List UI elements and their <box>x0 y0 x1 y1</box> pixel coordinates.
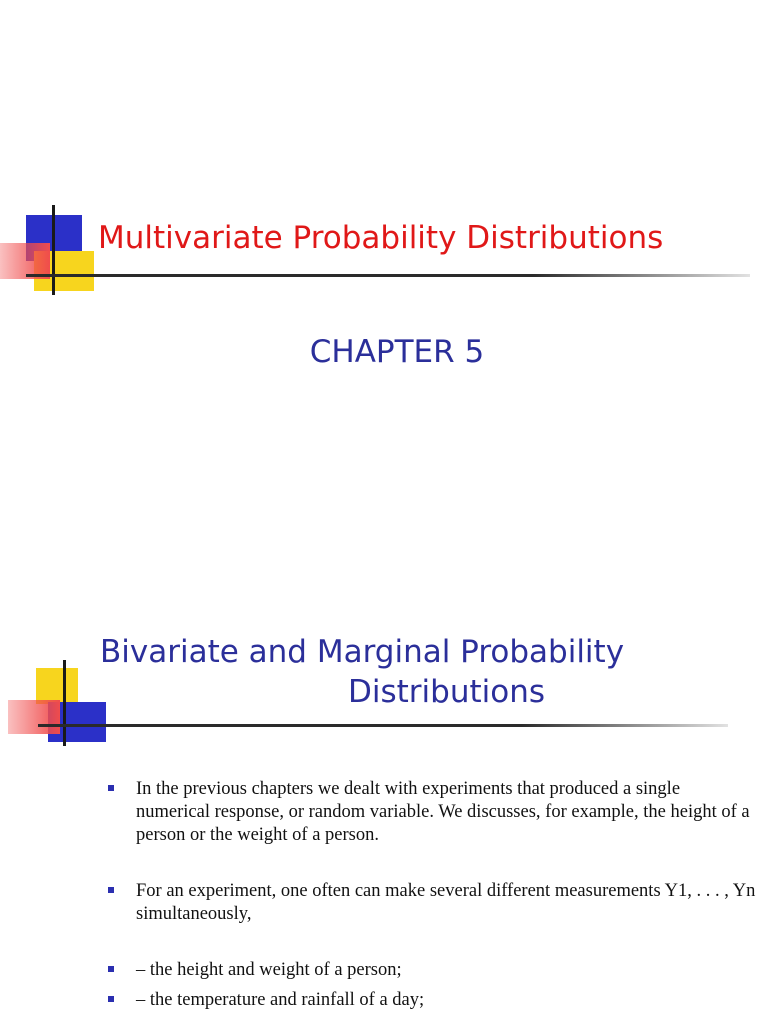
chapter-label: CHAPTER 5 <box>309 334 485 370</box>
list-item: – the height and weight of a person; <box>106 959 756 982</box>
slide-title: Multivariate Probability Distributions <box>98 220 664 256</box>
list-item: In the previous chapters we dealt with experiments that produced a single numerical response, or random variable. We discusses, for example, the height of a person or the weight of a person. <box>106 778 756 847</box>
logo-blocks-icon <box>8 660 108 746</box>
bullet-square-icon <box>108 966 114 972</box>
bullet-square-icon <box>108 887 114 893</box>
title-rule <box>26 274 750 277</box>
bullet-list <box>106 778 756 1019</box>
bullet-square-icon <box>108 785 114 791</box>
slide-title <box>100 632 720 712</box>
title-rule <box>38 724 728 727</box>
slide-2 <box>0 512 768 1024</box>
bullet-square-icon <box>108 996 114 1002</box>
list-item: – the temperature and rainfall of a day; <box>106 989 756 1012</box>
slide-title-line-1: Bivariate and Marginal Probability <box>100 634 625 670</box>
list-item: For an experiment, one often can make several different measurements Y1, . . . , Yn simultaneously, <box>106 880 756 926</box>
slide-title-line-2: Distributions <box>348 674 546 710</box>
logo-blocks-icon <box>0 205 100 295</box>
